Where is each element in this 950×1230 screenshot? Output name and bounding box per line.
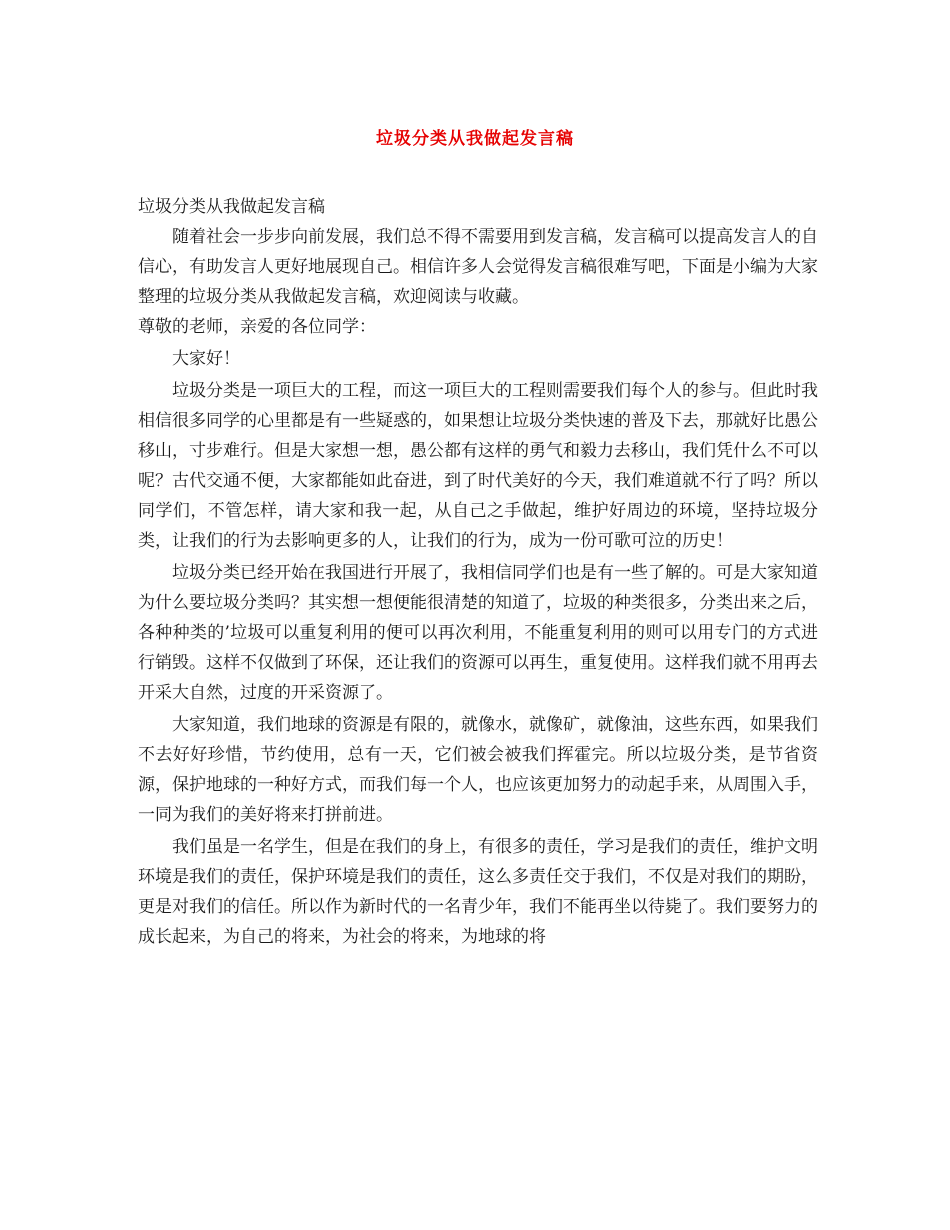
body-paragraph-4: 我们虽是一名学生，但是在我们的身上，有很多的责任，学习是我们的责任，维护文明环境是我们的责任，保护环境是我们的责任，这么多责任交于我们，不仅是对我们的期盼，更是对我们的信任。所以作为新时代的一名青少年，我们不能再坐以待毙了。我们要努力的成长起来，为自己的将来，为社会的将来，为地球的将: [138, 837, 818, 947]
document-subtitle: 垃圾分类从我做起发言稿: [138, 197, 325, 217]
body-paragraph-3: 大家知道，我们地球的资源是有限的，就像水，就像矿，就像油，这些东西，如果我们不去好好珍惜，节约使用，总有一天，它们被会被我们挥霍完。所以垃圾分类，是节省资源，保护地球的一种好方式，而我们每一个人，也应该更加努力的动起手来，从周围入手，一同为我们的美好将来打拼前进。: [138, 715, 818, 825]
greeting: 大家好！: [172, 349, 240, 369]
body-paragraph-2: 垃圾分类已经开始在我国进行开展了，我相信同学们也是有一些了解的。可是大家知道为什么要垃圾分类吗？其实想一想便能很清楚的知道了，垃圾的种类很多，分类出来之后，各种种类的’垃圾可以重复利用的便可以再次利用，不能重复利用的则可以用专门的方式进行销毁。这样不仅做到了环保，还让我们的资源可以再生，重复使用。这样我们就不用再去开采大自然，过度的开采资源了。: [138, 563, 818, 703]
document-title: 垃圾分类从我做起发言稿: [376, 129, 574, 149]
salutation: 尊敬的老师，亲爱的各位同学：: [138, 317, 376, 337]
intro-paragraph: 随着社会一步步向前发展，我们总不得不需要用到发言稿，发言稿可以提高发言人的自信心，有助发言人更好地展现自己。相信许多人会觉得发言稿很难写吧，下面是小编为大家整理的垃圾分类从我做起发言稿，欢迎阅读与收藏。: [138, 227, 818, 307]
document-body: [138, 192, 818, 952]
body-paragraph-1: 垃圾分类是一项巨大的工程，而这一项巨大的工程则需要我们每个人的参与。但此时我相信很多同学的心里都是有一些疑惑的，如果想让垃圾分类快速的普及下去，那就好比愚公移山，寸步难行。但是大家想一想，愚公都有这样的勇气和毅力去移山，我们凭什么不可以呢？古代交通不便，大家都能如此奋进，到了时代美好的今天，我们难道就不行了吗？所以同学们，不管怎样，请大家和我一起，从自己之手做起，维护好周边的环境，坚持垃圾分类，让我们的行为去影响更多的人，让我们的行为，成为一份可歌可泣的历史！: [138, 381, 818, 551]
